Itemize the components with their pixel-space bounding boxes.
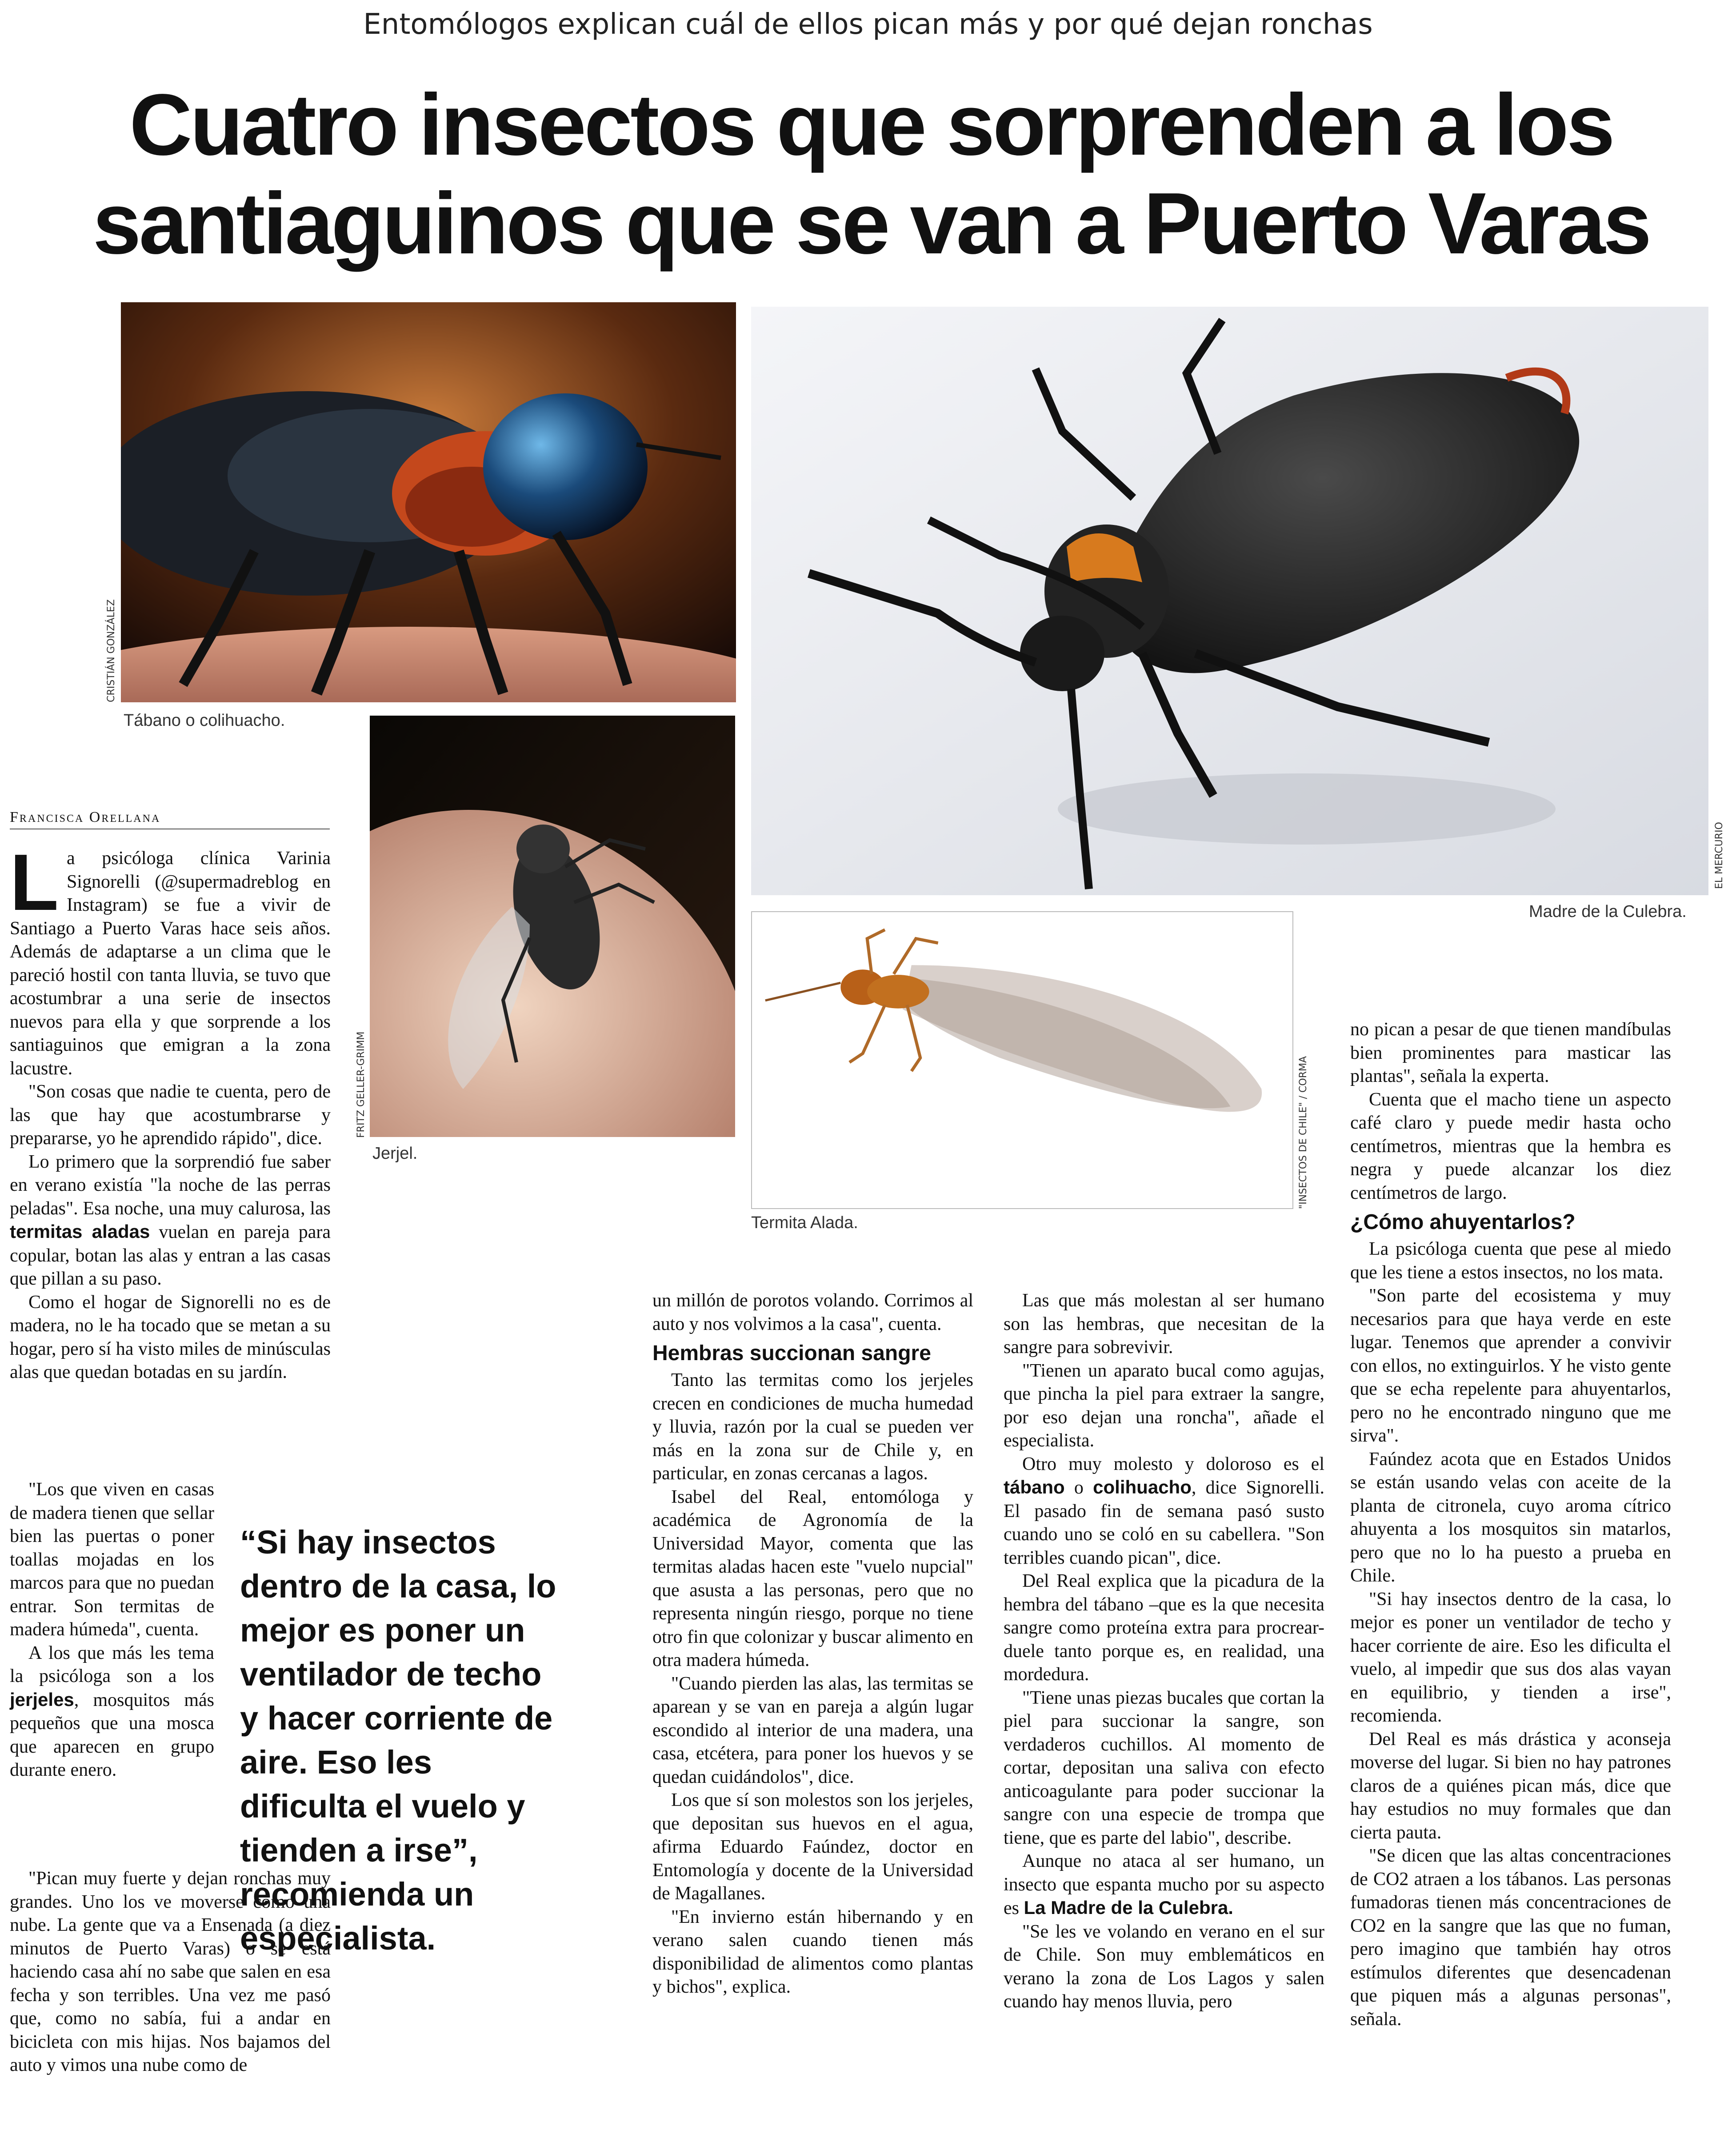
col4-paragraph-5: Faúndez acota que en Estados Unidos se están usando velas con aceite de la planta de citronela, cuyo aroma cítrico ahuyenta a los mosquitos sin matarlos, pero que no lo ha puesto a prueba en Chile. (1350, 1449, 1671, 1586)
col2-paragraph-6: "En invierno están hibernando y en verano salen cuando tienen más disponibilidad de alimentos como plantas y bichos", explica. (652, 1906, 973, 1997)
col1-paragraph-1: La psicóloga clínica Varinia Signorelli (@supermadreblog en Instagram) se fue a vivir de Santiago a Puerto Varas hace seis años. Además de adaptarse a un clima que le pareció hostil con tanta lluvia, se tuvo que acostumbrar a una serie de insectos nuevos para ella y que sorprende a los santiaguinos que emigran a la zona lacustre. (10, 838, 331, 1079)
col3-paragraph-4: Del Real explica que la picadura de la hembra del tábano –que es la que necesita sangre como proteína extra para procrear- duele tanto porque es, en realidad, una mordedura. (1004, 1571, 1324, 1685)
col3-paragraph-3: Otro muy molesto y doloroso es el tábano o colihuacho, dice Signorelli. El pasado fin de semana pasó susto cuando uno se coló en su cabellera. "Son terribles cuando pican", dice. (1004, 1453, 1324, 1568)
col3-paragraph-1: Las que más molestan al ser humano son las hembras, que necesitan de la sangre para sobrevivir. (1004, 1290, 1324, 1357)
pull-quote: “Si hay insectos dentro de la casa, lo mejor es poner un ventilador de techo y hacer corriente de aire. Eso les dificulta el vuelo y tienden a irse”, recomienda un especialista. (240, 1524, 556, 1957)
col1-paragraph-5: "Los que viven en casas de madera tienen que sellar bien las puertas o poner toallas mojadas en los marcos para que no puedan entrar. Son termitas de madera húmeda", cuenta. (10, 1479, 214, 1640)
col3-paragraph-2: "Tienen un aparato bucal como agujas, que pincha la piel para extraer la sangre, por eso dejan una roncha", añade el especialista. (1004, 1360, 1324, 1451)
tabano-photo (121, 302, 736, 702)
jerjel-photo (370, 716, 735, 1137)
col4-paragraph-8: "Se dicen que las altas concentraciones de CO2 atraen a los tábanos. Las personas fumadoras tienen más concentraciones de CO2 en la sangre que las que no fuman, pero imagino que también hay otros estímulos diferentes que desencadenan que piquen más a algunas personas", señala. (1350, 1846, 1671, 2030)
madre-caption: Madre de la Culebra. (1529, 902, 1687, 921)
col1-paragraph-7: "Pican muy fuerte y dejan ronchas muy grandes. Uno los ve moverse como una nube. La gente que va a Ensenada (a diez minutos de Puerto Varas) o se está haciendo casa ahí no sabe que salen en esa fecha y son terribles. Una vez me pasó que, como no sabía, fui a andar en bicicleta con mis hijas. Nos bajamos del auto y vimos una nube como de (10, 1868, 331, 2075)
headline-line-1: Cuatro insectos que sorprenden a los (129, 76, 1613, 173)
termita-photo (751, 911, 1293, 1209)
col1-paragraph-3: Lo primero que la sorprendió fue saber en verano existía "la noche de las perras peladas". Esa noche, una muy calurosa, las termitas aladas vuelan en pareja para copular, botan las alas y entran a las casas que pillan a su paso. (10, 1151, 331, 1289)
dropcap: L (10, 838, 59, 927)
madre-photo (751, 307, 1708, 895)
col3-paragraph-5: "Tiene unas piezas bucales que cortan la piel para succionar la sangre, son verdaderos cuchillos. Al momento de cortar, depositan una saliva con efecto anticoagulante para poder succionar la sangre con una especie de trompa que tiene, que es parte del labio", describe. (1004, 1687, 1324, 1848)
col4-paragraph-6: "Si hay insectos dentro de la casa, lo mejor es poner un ventilador de techo y hacer corriente de aire. Eso les dificulta el vuelo, al impedir que sus dos alas vayan en equilibrio, y tienden a irse", recomienda. (1350, 1589, 1671, 1726)
col4-paragraph-3: La psicóloga cuenta que pese al miedo que les tiene a estos insectos, no los mata. (1350, 1239, 1671, 1283)
headline-line-2: santiaguinos que se van a Puerto Varas (92, 175, 1650, 272)
tabano-caption: Tábano o colihuacho. (124, 711, 285, 730)
col4-paragraph-4: "Son parte del ecosistema y muy necesarios para que haya verde en este lugar. Tenemos que aprender a convivir con ellos, no extinguirlos. Y he visto gente que se echa repelente para ahuyentarlos, pero no he encontrado ninguno que me sirva". (1350, 1285, 1671, 1446)
byline: Francisca Orellana (10, 809, 330, 829)
col4-paragraph-2: Cuenta que el macho tiene un aspecto café claro y puede medir hasta ocho centímetros, mientras que la hembra es negra y puede alcanzar los diez centímetros de largo. (1350, 1089, 1671, 1203)
tabano-credit: CRISTIÁN GONZÁLEZ (106, 599, 117, 702)
col2-paragraph-4: "Cuando pierden las alas, las termitas se aparean y se van en pareja a algún lugar escondido al interior de una madera, una casa, etcétera, para poner los huevos y se quedan cuidándolos", dice. (652, 1673, 973, 1787)
col1-paragraph-4: Como el hogar de Signorelli no es de madera, no le ha tocado que se metan a su hogar, pero sí ha visto miles de minúsculas alas que quedan botadas en su jardín. (10, 1292, 331, 1382)
col1-paragraph-2: "Son cosas que nadie te cuenta, pero de las que hay que acostumbrarse y prepararse, yo he aprendido rápido", dice. (10, 1081, 331, 1149)
col1-paragraph-6: A los que más les tema la psicóloga son a los jerjeles, mosquitos más pequeños que una mosca que aparecen en grupo durante enero. (10, 1642, 214, 1780)
column-4 (1350, 1018, 1671, 2031)
col2-paragraph-1: un millón de porotos volando. Corrimos al auto y nos volvimos a la casa", cuenta. (652, 1290, 973, 1334)
col3-paragraph-7: "Se les ve volando en verano en el sur de Chile. Son muy emblemáticos en verano la zona de Los Lagos y salen cuando hay menos lluvia, pero (1004, 1921, 1324, 2012)
termita-caption: Termita Alada. (751, 1213, 858, 1232)
col4-paragraph-7: Del Real es más drástica y aconseja moverse del lugar. Si bien no hay patrones claros de a quiénes pican más, dice que hay estudios no muy formales que dan cierta pauta. (1350, 1729, 1671, 1843)
column-3 (1004, 1289, 1324, 2014)
madre-credit: EL MERCURIO (1714, 822, 1725, 889)
kicker: Entomólogos explican cuál de ellos pican más y por qué dejan ronchas (363, 8, 1373, 41)
col4-paragraph-1: no pican a pesar de que tienen mandíbulas bien prominentes para masticar las plantas", señala la experta. (1350, 1019, 1671, 1086)
col2-paragraph-5: Los que sí son molestos son los jerjeles, que depositan sus huevos en el agua, afirma Eduardo Faúndez, doctor en Entomología y docente de la Universidad de Magallanes. (652, 1790, 973, 1904)
col2-subhead: Hembras succionan sangre (652, 1341, 931, 1365)
jerjel-caption: Jerjel. (372, 1144, 418, 1163)
jerjel-credit: FRITZ GELLER-GRIMM (356, 1031, 367, 1138)
col2-paragraph-2: Tanto las termitas como los jerjeles crecen en condiciones de mucha humedad y lluvia, razón por la cual se pueden ver más en la zona sur de Chile y, en particular, en zonas cercanas a lagos. (652, 1370, 973, 1484)
col3-paragraph-6: Aunque no ataca al ser humano, un insecto que espanta mucho por su aspecto es La Madre de la Culebra. (1004, 1851, 1324, 1918)
column-1 (10, 838, 331, 1384)
col2-paragraph-3: Isabel del Real, entomóloga y académica de Agronomía de la Universidad Mayor, comenta que las termitas aladas hacen este "vuelo nupcial" que asusta a las personas, pero que no representa ningún riesgo, porque no tiene otro fin que colonizar y buscar alimento en otra madera húmeda. (652, 1486, 973, 1670)
column-1-narrow (10, 1478, 214, 1782)
col4-subhead: ¿Cómo ahuyentarlos? (1350, 1210, 1576, 1234)
column-2 (652, 1289, 973, 1999)
termita-credit: "INSECTOS DE CHILE" / CORMA (1298, 1056, 1309, 1209)
headline (80, 76, 1662, 273)
